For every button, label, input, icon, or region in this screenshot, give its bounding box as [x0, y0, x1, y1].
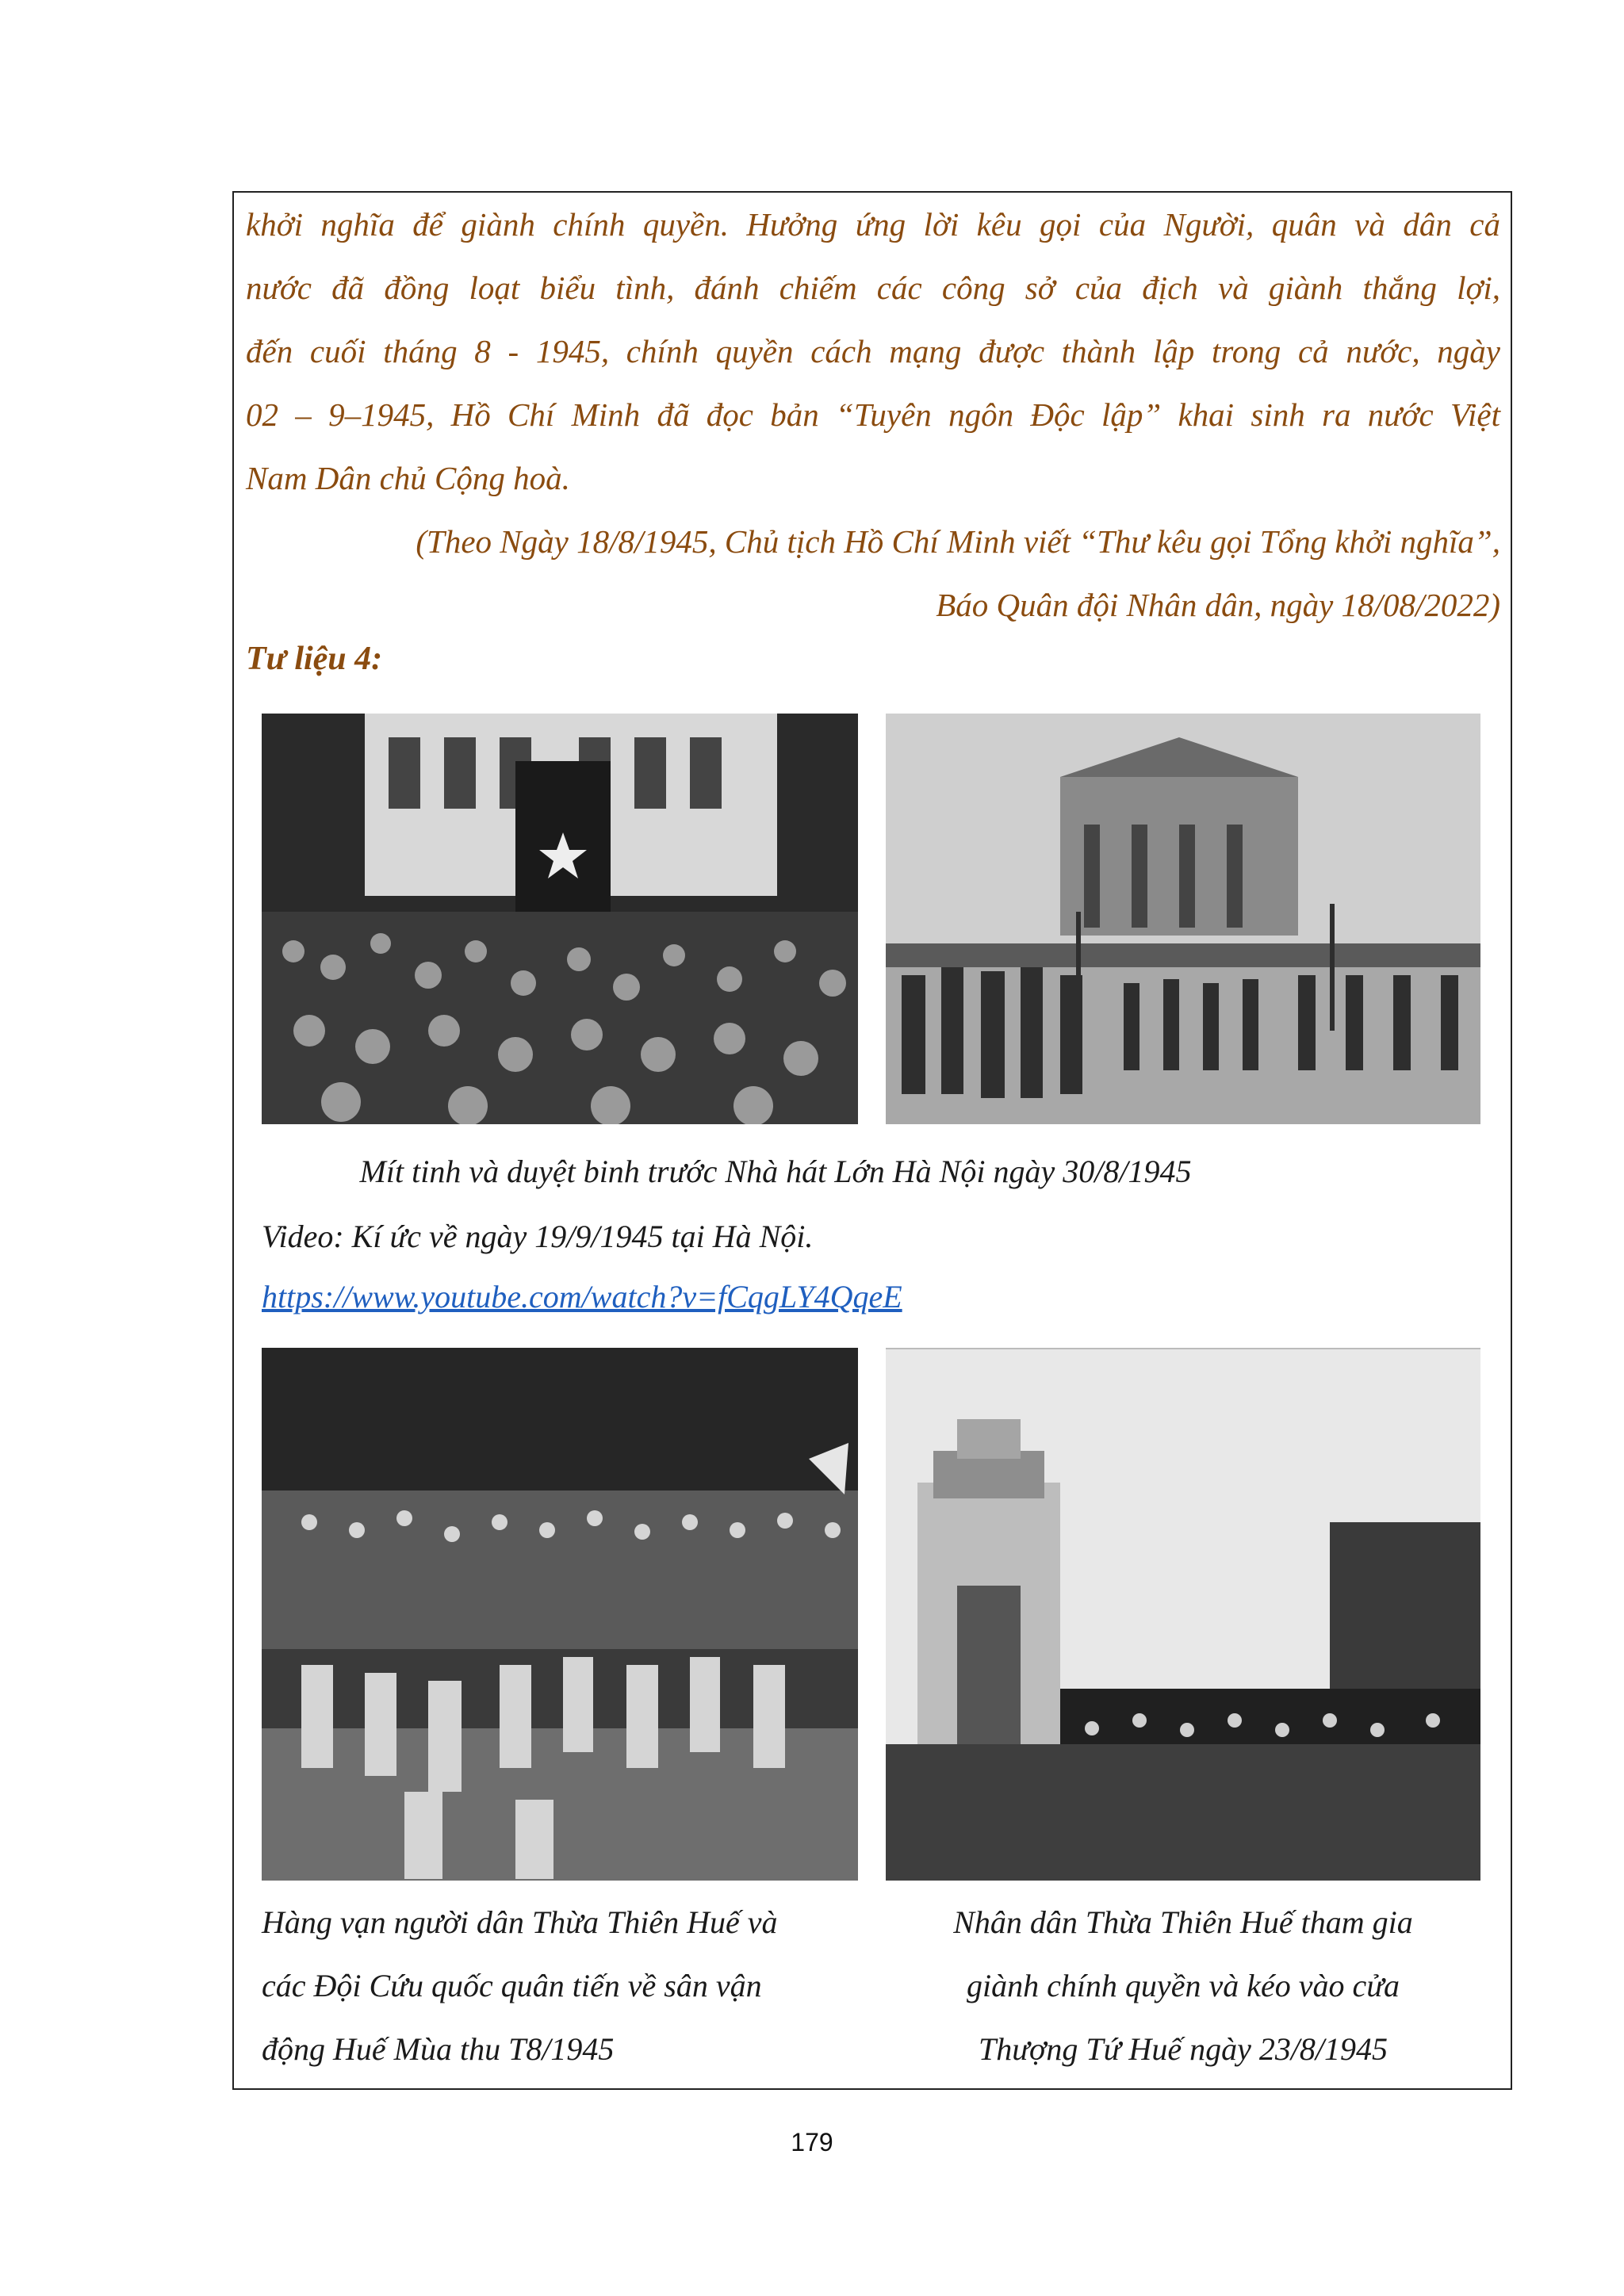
caption-line: Nhân dân Thừa Thiên Huế tham gia	[953, 1904, 1413, 1940]
photo-opera-house-parade	[886, 714, 1480, 1124]
video-link[interactable]: https://www.youtube.com/watch?v=fCqgLY4QqeE	[262, 1279, 902, 1314]
page-number: 179	[791, 2128, 833, 2156]
citation-line-1: (Theo Ngày 18/8/1945, Chủ tịch Hồ Chí Minh viết “Thư kêu gọi Tổng khởi nghĩa”,	[416, 523, 1500, 560]
paragraph-line: đến cuối tháng 8 - 1945, chính quyền cách mạng được thành lập trong cả nước, ngày	[246, 333, 1500, 369]
photo-caption-hue-march	[262, 1891, 864, 2081]
caption-line: các Đội Cứu quốc quân tiến về sân vận	[262, 1968, 762, 2003]
body-paragraph	[246, 193, 1500, 510]
paragraph-line: khởi nghĩa để giành chính quyền. Hưởng ứng lời kêu gọi của Người, quân và dân cả	[246, 206, 1500, 243]
citation-source: Báo Quân đội Nhân dân, ngày 18/08/2022)	[936, 587, 1500, 623]
section-heading: Tư liệu 4:	[246, 641, 383, 677]
citation-line-2	[246, 573, 1500, 637]
photo-hue-march	[262, 1348, 858, 1881]
caption-line: Thượng Tứ Huế ngày 23/8/1945	[978, 2031, 1388, 2067]
photo-caption-opera-house	[0, 1140, 1624, 1203]
caption-line: động Huế Mùa thu T8/1945	[262, 2031, 615, 2067]
caption-text: Mít tinh và duyệt binh trước Nhà hát Lớn Hà Nội ngày 30/8/1945	[359, 1154, 1192, 1189]
caption-line: giành chính quyền và kéo vào cửa	[966, 1968, 1400, 2003]
paragraph-line: 02 – 9–1945, Hồ Chí Minh đã đọc bản “Tuyên ngôn Độc lập” khai sinh ra nước Việt	[246, 396, 1500, 433]
paragraph-line: nước đã đồng loạt biểu tình, đánh chiếm các công sở của địch và giành thắng lợi,	[246, 270, 1500, 306]
photo-caption-thuong-tu-gate	[886, 1891, 1480, 2081]
photo-thuong-tu-gate	[886, 1348, 1480, 1881]
photo-opera-house-rally	[262, 714, 858, 1124]
caption-line: Hàng vạn người dân Thừa Thiên Huế và	[262, 1904, 778, 1940]
video-label: Video: Kí ức về ngày 19/9/1945 tại Hà Nội.	[262, 1219, 814, 1254]
paragraph-line: Nam Dân chủ Cộng hoà.	[246, 460, 570, 496]
